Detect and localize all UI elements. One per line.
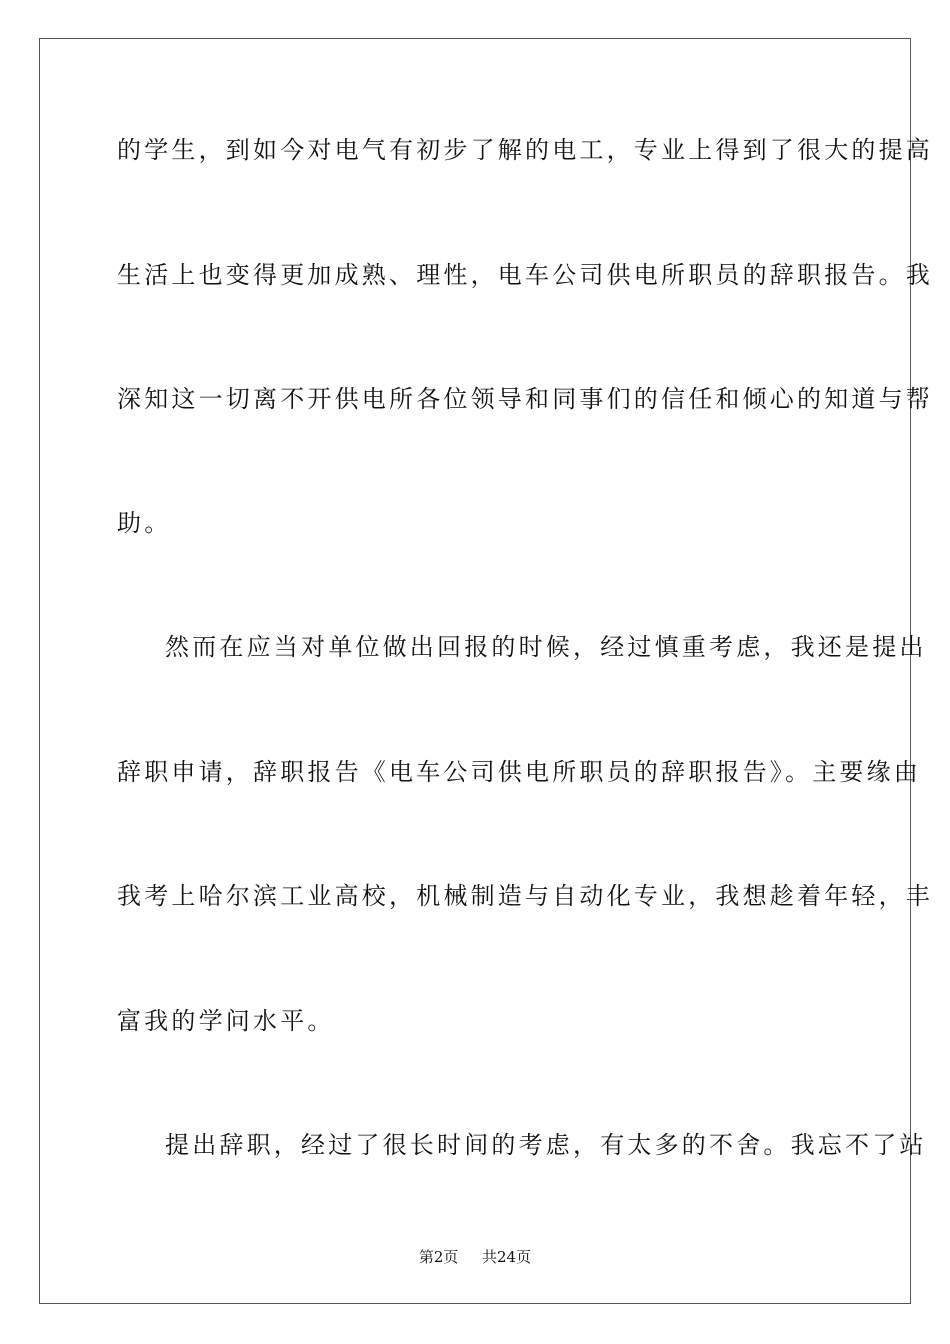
body-line-2: 生活上也变得更加成熟、理性，电车公司供电所职员的辞职报告。我 [117,261,933,289]
body-line-4: 助。 [117,509,172,537]
body-line-7: 我考上哈尔滨工业高校，机械制造与自动化专业，我想趁着年轻，丰 [117,882,933,910]
page-frame [39,38,933,1304]
page-number-current: 第2页 [418,1248,459,1266]
body-line-8: 富我的学问水平。 [117,1007,335,1035]
body-line-6: 辞职申请，辞职报告《电车公司供电所职员的辞职报告》。主要缘由 [117,758,921,786]
page-number-total: 共24页 [482,1248,532,1266]
body-line-5: 然而在应当对单位做出回报的时候，经过慎重考虑，我还是提出 [165,633,927,661]
body-line-9: 提出辞职，经过了很长时间的考虑，有太多的不舍。我忘不了站 [165,1131,927,1159]
page-footer [0,1247,950,1267]
body-line-3: 深知这一切离不开供电所各位领导和同事们的信任和倾心的知道与帮 [117,385,933,413]
body-line-1: 的学生，到如今对电气有初步了解的电工，专业上得到了很大的提高 [117,136,933,164]
